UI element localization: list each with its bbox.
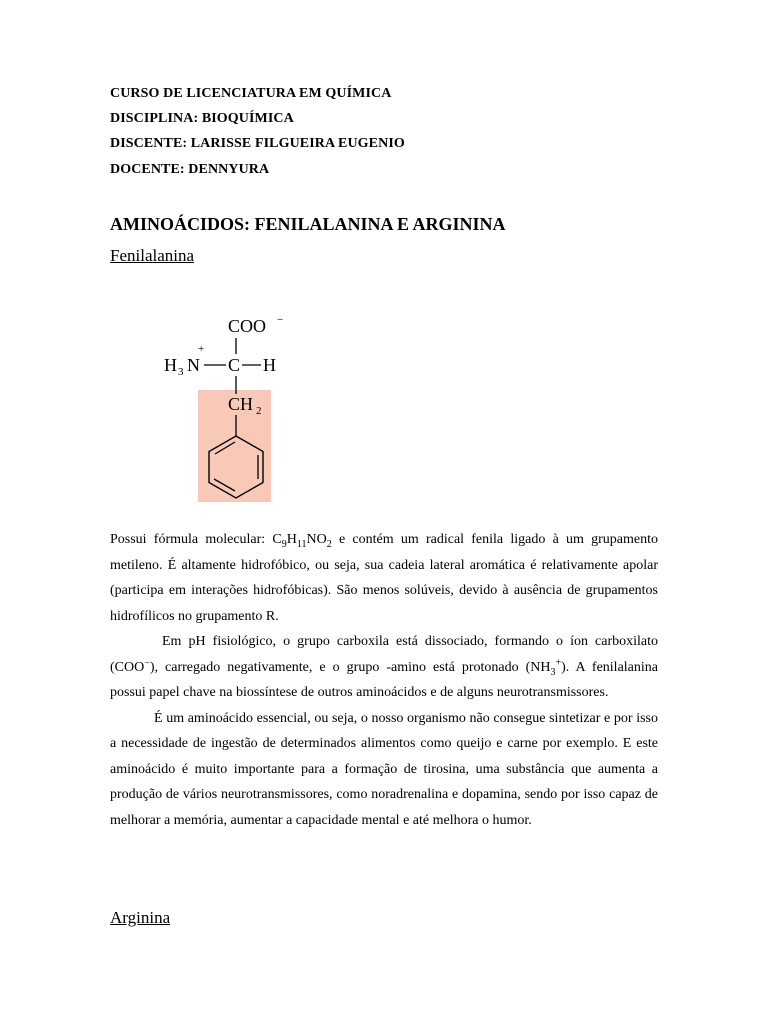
amino-h-subscript: 3 (178, 366, 184, 378)
methylene-subscript: 2 (256, 405, 262, 417)
carboxylate-charge: − (277, 314, 284, 326)
alpha-carbon-label: C (228, 355, 241, 375)
amino-n-label: N (187, 355, 200, 375)
carboxylate-label: COO (228, 316, 267, 336)
hydrogen-label: H (263, 355, 276, 375)
paragraph-2: Em pH fisiológico, o grupo carboxila está dissociado, formando o íon carboxilato (COO−), carregado negativamente, e o grupo -amino está protonado $(NH_3^+)$. A fenilalanina possui papel chave na biossíntese de outros aminoácidos e de alguns neurotransmissores. (110, 634, 658, 700)
body-text (110, 527, 658, 833)
amino-charge: + (198, 343, 205, 355)
methylene-label: CH (228, 394, 254, 414)
discipline-line: DISCIPLINA: BIOQUÍMICA (110, 111, 294, 126)
amino-h-label: H (164, 355, 177, 375)
document-title: AMINOÁCIDOS: FENILALANINA E ARGININA (110, 214, 506, 234)
paragraph-3: É um aminoácido essencial, ou seja, o nosso organismo não consegue sintetizar e por isso a necessidade de ingestão de determinados alimentos como queijo e carne por exemplo. E este aminoácido é muito importante para a formação de tirosina, uma substância que aumenta a produção de vários neurotransmissores, como noradrenalina e dopamina, sendo por isso capaz de melhorar a memória, aumentar a capacidade mental e até melhora o humor. (110, 710, 658, 828)
course-line: CURSO DE LICENCIATURA EM QUÍMICA (110, 86, 392, 101)
paragraph-1: Possui fórmula molecular: $C_9H_{11}NO_2$ e contém um radical fenila ligado à um grupamento metileno. É altamente hidrofóbico, ou seja, sua cadeia lateral aromática é relativamente apolar (participa em interações hidrofóbicas). São menos solúveis, devido à ausência de grupamentos hidrofílicos no grupamento R. (110, 532, 658, 624)
teacher-line: DOCENTE: DENNYURA (110, 162, 270, 177)
section-heading-arginina: Arginina (110, 908, 171, 927)
phenylalanine-structure (160, 312, 300, 504)
student-line: DISCENTE: LARISSE FILGUEIRA EUGENIO (110, 136, 405, 151)
phenylalanine-structure-drawing (160, 312, 300, 504)
section-heading-fenilalanina: Fenilalanina (110, 246, 195, 265)
